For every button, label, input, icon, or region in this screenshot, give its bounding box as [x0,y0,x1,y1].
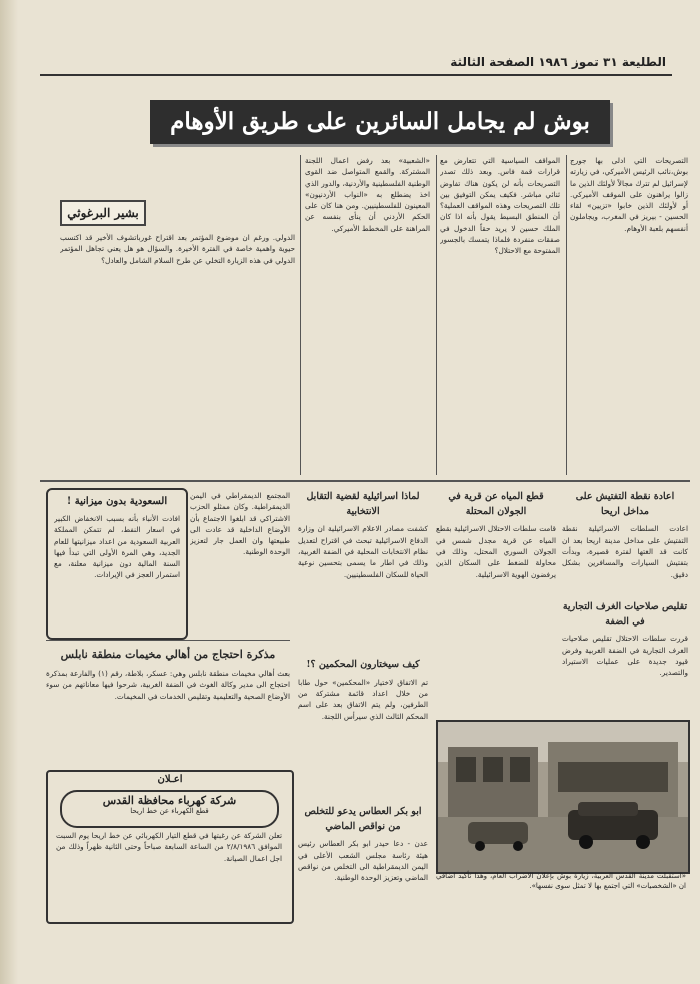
chambers-text: قررت سلطات الاحتلال تقليص صلاحيات الغرف التجارية في الضفة الغربية وفرض قيود جديدة على عمليات الاستيراد والتصدير. [562,634,688,678]
column-rule [566,155,567,475]
yemen-text: المجتمع الديمقراطي في اليمن الديمقراطية. وكان ممثلو الحزب الاشتراكي قد ابلغوا الاجتماع بأن الأوضاع الداخلية قد عادت الى طبيعتها وان العمل جار لتعزيز الوحدة الوطنية. [190,491,290,557]
arbitrators-column [298,658,428,798]
ad-text: تعلن الشركة عن رغبتها في قطع التيار الكهربائي عن خط اريحا يوم السبت الموافق ٢/٨/١٩٨٦ من الساعة السابعة صباحاً وحتى الثانية ظهراً وذلك من اجل اعمال الصيانة. [56,831,282,863]
section-divider [40,480,690,482]
ad-company-name [60,790,279,828]
photo-caption: «استقبلت مدينة القدس العربية، زيارة بوش بإعلان الاضراب العام، وهذا تأكيد اضافي ان «الشخصيات» التي اجتمع بها لا تمثل سوى نفسها». [436,872,686,890]
lead-text-1: التصريحات التي ادلى بها جورج بوش،نائب الرئيس الأميركي، في زيارته لإسرائيل لم تترك مجالاً لأولئك الذين ما زالوا يراهنون على الموقف الأميركي. أو لأولئك الذين خابوا «تزيين» لقاء الحسين - بيريز في المغرب، ويجاملون أنفسهم بلعبة الأوهام. [570,156,688,233]
lead-text-2: المواقف السياسية التي تتعارض مع قرارات قمة فاس. وبعد ذلك تصدر التصريحات بأنه لن يكون هناك تفاوض ثنائي مباشر. فكيف يمكن التوفيق بين تلك التصريحات وهذه المواقف العملية؟ أن المنطق البسيط يقول بأنه اذا كان الملك حسين لا يريد حقاً الدخول في صفقات منفردة فلماذا يتمسك بالجسور المفتوحة مع الاحتلال؟ [440,156,560,256]
jericho-title: اعادة نقطة التفتيش على مداخل اريحا [575,491,675,517]
lead-text-3: «الشعبية» بعد رفض اعمال اللجنة المشتركة. والقمع المتواصل ضد القوى الوطنية الفلسطينية والأردنية، والدور الذي اخذ يضطلع به «النواب الأردنيون» المعينون للفلسطينيين. ومن هنا كان على الحكم الأردني أن ينأى بنفسه عن المراهنة على المخطط الأميركي. [305,156,430,233]
ad-subtitle: قطع الكهرباء عن خط اريحا [130,807,209,815]
byline-box: بشير البرغوثي [60,200,146,226]
israel-elections-title: لماذا اسرائيلية لقضية التقابل الانتخابية [306,491,420,517]
memo-title: مذكرة احتجاج من أهالي مخيمات منطقة نابلس [60,648,276,661]
page-header [40,52,672,76]
lead-column-3 [305,155,430,475]
yemen-column [190,490,290,636]
attas-title: ابو بكر العطاس يدعو للتخلص من نواقص الماضي [304,806,422,832]
lead-text-4: الدولي. ورغم ان موضوع المؤتمر بعد اقتراح غورباتشوف الأخير قد اكتسب حيوية واهمية خاصة في الفترة الأخيرة. والسؤال هو هل يعني تجاهل المؤتمر الدولي في هذه الزيارة التخلي عن طرح السلام الشامل والعادل؟ [60,233,295,265]
memo-column [46,646,290,766]
attas-column [298,805,428,925]
chambers-column [562,600,688,715]
jericho-text: اعادت السلطات الاسرائيلية نقطة التفتيش على مداخل مدينة اريحا بعد ان كانت قد الغتها لفترة قصيرة، وبدأت بتفتيش السيارات والمسافرين بشكل دقيق. [562,524,688,579]
ad-label: اعـلان [157,774,183,785]
jericho-column [562,490,688,580]
ad-company: شركة كهرباء محافظة القدس [102,794,237,807]
saudi-text: افادت الأنباء بأنه بسبب الانخفاض الكبير في اسعار النفط، لم تتمكن المملكة العربية السعودية من اعداد ميزانيتها للعام الجديد، وهي المرة الأولى التي تبدأ فيها السنة المالية دون ميزانية معلنة، مع استمرار العجز في الإيرادات. [54,514,180,580]
chambers-title: تقليص صلاحيات الغرف التجارية في الضفة [562,601,688,627]
arbitrators-title: كيف سيختارون المحكمين ؟! [306,659,420,670]
golan-text: قامت سلطات الاحتلال الاسرائيلية بقطع المياه عن قرية مجدل شمس في الجولان السوري المحتل، وذلك في محاولة للضغط على السكان الذين يرفضون الهوية الاسرائيلية. [436,524,556,579]
page-fold-shadow [0,0,18,984]
arbitrators-text: تم الاتفاق لاختيار «المحكمين» حول طابا من خلال اعداد قائمة مشتركة من الطرفين، ولم يتم الاتفاق بعد على اسم المحكم الثالث الذي سيرأس اللجنة. [298,677,428,721]
street-photo-drawing [438,722,688,872]
saudi-box [46,488,188,640]
header-text: الطليعة ٣١ تموز ١٩٨٦ الصفحة الثالثة [450,55,666,69]
lead-column-1 [570,155,688,475]
memo-text: بعث أهالي مخيمات منطقة نابلس وهي: عسكر، بلاطة، رقم (١) والفارعة بمذكرة احتجاج الى مدير وكالة الغوث في الضفة الغربية، شرحوا فيها معاناتهم من سوء الأوضاع الصحية والتعليمية وتقليص الخدمات في المخيمات. [46,669,290,701]
column-rule [300,155,301,475]
saudi-title: السعودية بدون ميزانية ! [66,496,168,507]
lead-column-2 [440,155,560,475]
ad-body [56,830,282,915]
section-divider [46,640,290,641]
lead-column-4 [60,232,295,475]
israel-elections-text: كشفت مصادر الاعلام الاسرائيلية ان وزارة الدفاع الاسرائيلية تبحث في اقتراح لتعديل نظام الانتخابات المحلية في الضفة الغربية، وذلك في اطار ما يسمى بتحسين نوعية الحياة للسكان الفلسطينيين. [298,524,428,579]
attas-text: عدن - دعا حيدر ابو بكر العطاس رئيس هيئة رئاسة مجلس الشعب الأعلى في اليمن الديمقراطية الى التخلص من نواقص الماضي وتعزيز الوحدة الوطنية. [298,839,428,883]
jerusalem-street-photo [436,720,690,874]
column-rule [436,155,437,475]
golan-column [436,490,556,715]
main-headline: بوش لم يجامل السائرين على طريق الأوهام [150,100,610,144]
israel-elections-column [298,490,428,650]
golan-title: قطع المياه عن قرية في الجولان المحتلة [448,491,544,517]
